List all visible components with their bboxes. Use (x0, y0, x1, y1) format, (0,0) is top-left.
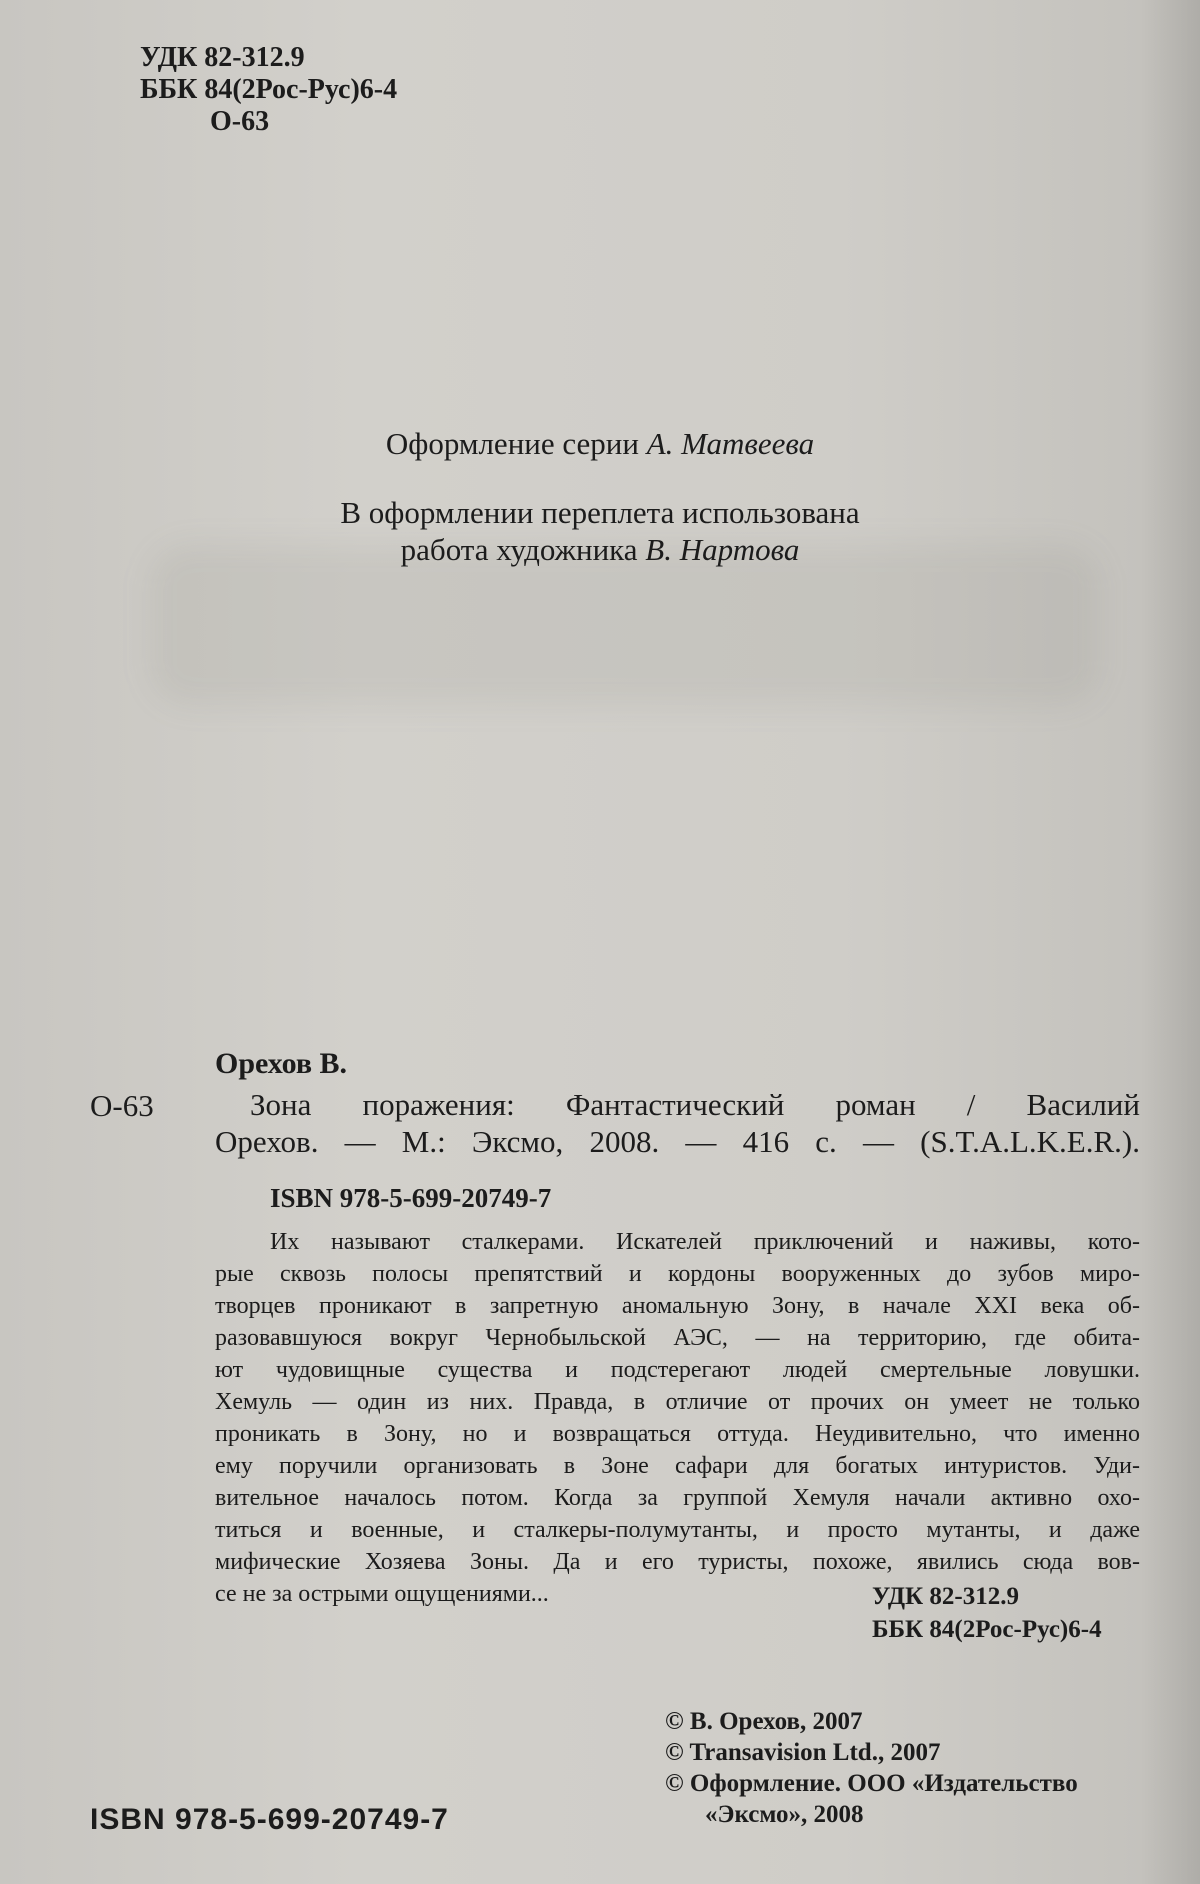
annotation-line: вительное началось потом. Когда за группой Хемуля начали активно охо- (215, 1485, 1140, 1511)
isbn-bottom: ISBN 978-5-699-20749-7 (90, 1803, 449, 1836)
annotation-line: се не за острыми ощущениями... (215, 1581, 549, 1607)
top-classification-codes (140, 42, 397, 138)
annotation-line: рые сквозь полосы препятствий и кордоны вооруженных до зубов миро- (215, 1261, 1140, 1287)
copyright-line: «Эксмо», 2008 (705, 1801, 864, 1828)
record-description-line1: Зона поражения: Фантастический роман / Василий (250, 1087, 1140, 1122)
binding-credit-line2 (0, 531, 1200, 568)
record-author: Орехов В. (215, 1047, 348, 1080)
annotation-line: творцев проникают в запретную аномальную Зону, в начале XXI века об- (215, 1293, 1140, 1319)
copyright-notices (665, 1706, 1078, 1830)
bottom-classification-codes (872, 1580, 1102, 1646)
annotation-line: проникать в Зону, но и возвращаться оттуда. Неудивительно, что именно (215, 1421, 1140, 1447)
annotation-line: Их называют сталкерами. Искателей приключений и наживы, кото- (270, 1229, 1140, 1255)
annotation-line: мифические Хозяева Зоны. Да и его туристы, похоже, явились сюда вов- (215, 1549, 1140, 1575)
copyright-line: © Transavision Ltd., 2007 (665, 1739, 941, 1766)
annotation (215, 1226, 1140, 1610)
binding-credit-line1: В оформлении переплета использована (340, 495, 860, 530)
bleed-through-shadow (150, 545, 1100, 705)
series-design-prefix: Оформление серии (385, 426, 647, 461)
annotation-line: ют чудовищные существа и подстерегают людей смертельные ловушки. (215, 1357, 1140, 1383)
bbk-code-bottom: ББК 84(2Рос-Рус)6-4 (872, 1616, 1102, 1643)
binding-artist-name: В. Нартова (645, 532, 800, 567)
record-catalog-code: О-63 (90, 1088, 154, 1123)
record-description-line2: Орехов. — М.: Эксмо, 2008. — 416 с. — (S.T.A.L.K.E.R.). (215, 1124, 1140, 1159)
copyright-line: © В. Орехов, 2007 (665, 1708, 863, 1735)
annotation-line: ему поручили организовать в Зоне сафари для богатых интуристов. Уди- (215, 1453, 1140, 1479)
author-mark-top: О-63 (210, 106, 270, 137)
annotation-line: титься и военные, и сталкеры-полумутанты, и просто мутанты, и даже (215, 1517, 1140, 1543)
annotation-line: разовавшуюся вокруг Чернобыльской АЭС, — на территорию, где обита- (215, 1325, 1140, 1351)
series-design-credit (0, 425, 1200, 462)
binding-credit-prefix: работа художника (400, 532, 646, 567)
design-credits (0, 425, 1200, 568)
udk-code-top: УДК 82-312.9 (140, 42, 305, 73)
record-isbn: ISBN 978-5-699-20749-7 (270, 1183, 552, 1213)
series-designer-name: А. Матвеева (646, 426, 815, 461)
annotation-line: Хемуль — один из них. Правда, в отличие от прочих он умеет не только (215, 1389, 1140, 1415)
copyright-line: © Оформление. ООО «Издательство (665, 1770, 1078, 1797)
udk-code-bottom: УДК 82-312.9 (872, 1583, 1019, 1610)
page-edge-shadow (1140, 0, 1200, 1884)
bbk-code-top: ББК 84(2Рос-Рус)6-4 (140, 74, 398, 105)
